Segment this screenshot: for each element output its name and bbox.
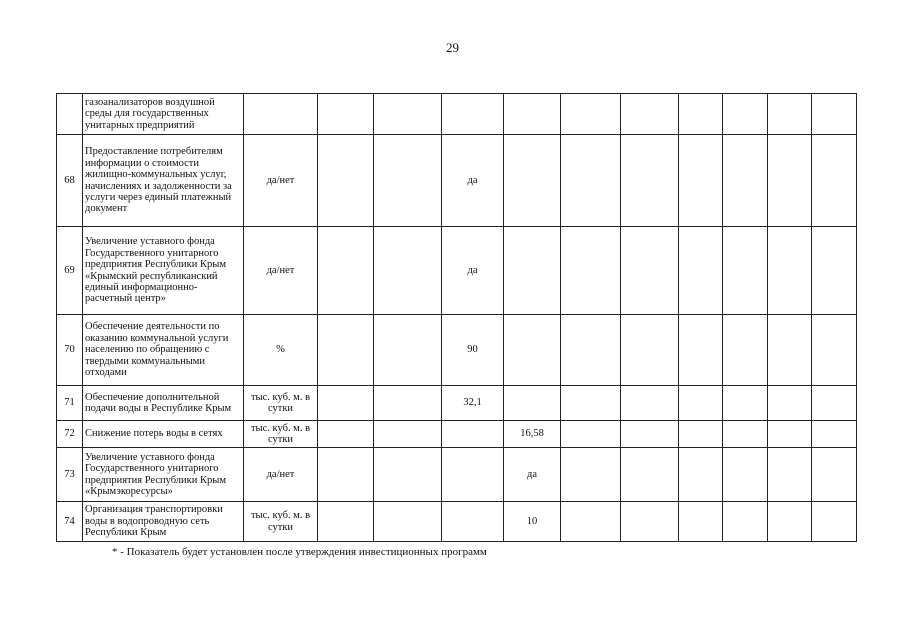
indicator-value bbox=[679, 448, 723, 502]
indicator-value bbox=[318, 502, 374, 542]
indicator-value bbox=[561, 502, 621, 542]
indicator-value bbox=[621, 94, 679, 135]
indicator-name: Увеличение уставного фонда Государственного унитарного предприятия Республики Крым «Крымский республиканский единый информационно-расчетный центр» bbox=[83, 227, 244, 315]
indicator-value bbox=[442, 94, 504, 135]
indicator-value bbox=[812, 94, 857, 135]
indicator-value bbox=[504, 94, 561, 135]
indicator-value bbox=[318, 227, 374, 315]
table-row bbox=[57, 502, 857, 542]
indicator-value bbox=[374, 386, 442, 421]
indicator-value bbox=[374, 421, 442, 448]
indicator-name: газоанализаторов воздушной среды для государственных унитарных предприятий bbox=[83, 94, 244, 135]
indicator-value bbox=[723, 502, 768, 542]
table-row bbox=[57, 386, 857, 421]
indicator-value bbox=[374, 227, 442, 315]
indicator-value bbox=[621, 502, 679, 542]
indicator-value bbox=[504, 227, 561, 315]
unit-of-measure: тыс. куб. м. в сутки bbox=[244, 421, 318, 448]
indicator-value bbox=[621, 386, 679, 421]
table-row bbox=[57, 315, 857, 386]
table-row bbox=[57, 135, 857, 227]
indicator-value bbox=[679, 135, 723, 227]
indicator-name: Организация транспортировки воды в водопроводную сеть Республики Крым bbox=[83, 502, 244, 542]
indicator-value bbox=[768, 135, 812, 227]
unit-of-measure: да/нет bbox=[244, 448, 318, 502]
table-row bbox=[57, 94, 857, 135]
unit-of-measure: да/нет bbox=[244, 135, 318, 227]
unit-of-measure bbox=[244, 94, 318, 135]
indicator-value bbox=[723, 315, 768, 386]
indicator-value bbox=[812, 315, 857, 386]
indicator-value bbox=[679, 386, 723, 421]
indicator-value bbox=[561, 135, 621, 227]
indicator-value bbox=[679, 315, 723, 386]
indicator-value bbox=[812, 386, 857, 421]
indicator-value: да bbox=[442, 135, 504, 227]
indicator-value bbox=[723, 227, 768, 315]
indicator-value bbox=[504, 315, 561, 386]
indicator-name: Предоставление потребителям информации о стоимости жилищно-коммунальных услуг, начислениях и задолженности за услуги через единый платежный документ bbox=[83, 135, 244, 227]
row-number: 69 bbox=[57, 227, 83, 315]
indicator-value bbox=[442, 448, 504, 502]
unit-of-measure: тыс. куб. м. в сутки bbox=[244, 386, 318, 421]
indicator-value bbox=[723, 135, 768, 227]
indicator-value bbox=[561, 421, 621, 448]
indicator-value: 10 bbox=[504, 502, 561, 542]
indicator-value bbox=[812, 448, 857, 502]
unit-of-measure: тыс. куб. м. в сутки bbox=[244, 502, 318, 542]
indicator-value bbox=[504, 135, 561, 227]
indicator-value bbox=[561, 448, 621, 502]
indicator-value bbox=[679, 421, 723, 448]
table-body bbox=[57, 94, 857, 542]
indicator-value bbox=[318, 421, 374, 448]
indicator-value bbox=[812, 135, 857, 227]
indicator-value: 16,58 bbox=[504, 421, 561, 448]
indicator-value: 90 bbox=[442, 315, 504, 386]
indicator-value bbox=[318, 448, 374, 502]
indicator-name: Обеспечение деятельности по оказанию коммунальной услуги населению по обращению с твердыми коммунальными отходами bbox=[83, 315, 244, 386]
indicator-value: да bbox=[504, 448, 561, 502]
indicator-value bbox=[723, 386, 768, 421]
table-row bbox=[57, 448, 857, 502]
indicator-value bbox=[318, 315, 374, 386]
indicator-value bbox=[768, 448, 812, 502]
indicator-name: Обеспечение дополнительной подачи воды в Республике Крым bbox=[83, 386, 244, 421]
indicator-value bbox=[723, 421, 768, 448]
indicator-value bbox=[768, 315, 812, 386]
indicator-value bbox=[768, 421, 812, 448]
indicator-value bbox=[621, 421, 679, 448]
indicator-value bbox=[374, 135, 442, 227]
indicator-value: 32,1 bbox=[442, 386, 504, 421]
indicator-value bbox=[812, 502, 857, 542]
indicator-name: Увеличение уставного фонда Государственного унитарного предприятия Республики Крым «Крымэкоресурсы» bbox=[83, 448, 244, 502]
row-number: 72 bbox=[57, 421, 83, 448]
indicator-value bbox=[768, 502, 812, 542]
indicator-value bbox=[561, 386, 621, 421]
indicator-value bbox=[442, 502, 504, 542]
indicator-value bbox=[561, 227, 621, 315]
indicator-value bbox=[768, 227, 812, 315]
row-number bbox=[57, 94, 83, 135]
indicator-value bbox=[621, 227, 679, 315]
indicators-table bbox=[56, 93, 857, 542]
indicator-value bbox=[723, 448, 768, 502]
row-number: 68 bbox=[57, 135, 83, 227]
row-number: 74 bbox=[57, 502, 83, 542]
indicator-value bbox=[561, 94, 621, 135]
indicator-value bbox=[442, 421, 504, 448]
row-number: 73 bbox=[57, 448, 83, 502]
indicator-value bbox=[768, 386, 812, 421]
indicator-name: Снижение потерь воды в сетях bbox=[83, 421, 244, 448]
indicator-value bbox=[561, 315, 621, 386]
row-number: 70 bbox=[57, 315, 83, 386]
indicator-value bbox=[812, 227, 857, 315]
indicator-value bbox=[374, 94, 442, 135]
indicator-value bbox=[621, 135, 679, 227]
indicator-value bbox=[679, 94, 723, 135]
indicator-value bbox=[318, 135, 374, 227]
unit-of-measure: да/нет bbox=[244, 227, 318, 315]
indicator-value bbox=[621, 448, 679, 502]
indicator-value bbox=[374, 502, 442, 542]
indicator-value bbox=[504, 386, 561, 421]
indicator-value bbox=[723, 94, 768, 135]
indicator-value bbox=[374, 448, 442, 502]
indicator-value bbox=[679, 502, 723, 542]
indicator-value bbox=[768, 94, 812, 135]
indicator-value bbox=[679, 227, 723, 315]
indicator-value bbox=[318, 94, 374, 135]
indicator-value: да bbox=[442, 227, 504, 315]
table-row bbox=[57, 421, 857, 448]
table-row bbox=[57, 227, 857, 315]
footnote: * - Показатель будет установлен после утверждения инвестиционных программ bbox=[112, 546, 487, 558]
indicator-value bbox=[374, 315, 442, 386]
row-number: 71 bbox=[57, 386, 83, 421]
unit-of-measure: % bbox=[244, 315, 318, 386]
page-number: 29 bbox=[446, 40, 459, 55]
indicator-value bbox=[621, 315, 679, 386]
indicator-value bbox=[812, 421, 857, 448]
indicator-value bbox=[318, 386, 374, 421]
